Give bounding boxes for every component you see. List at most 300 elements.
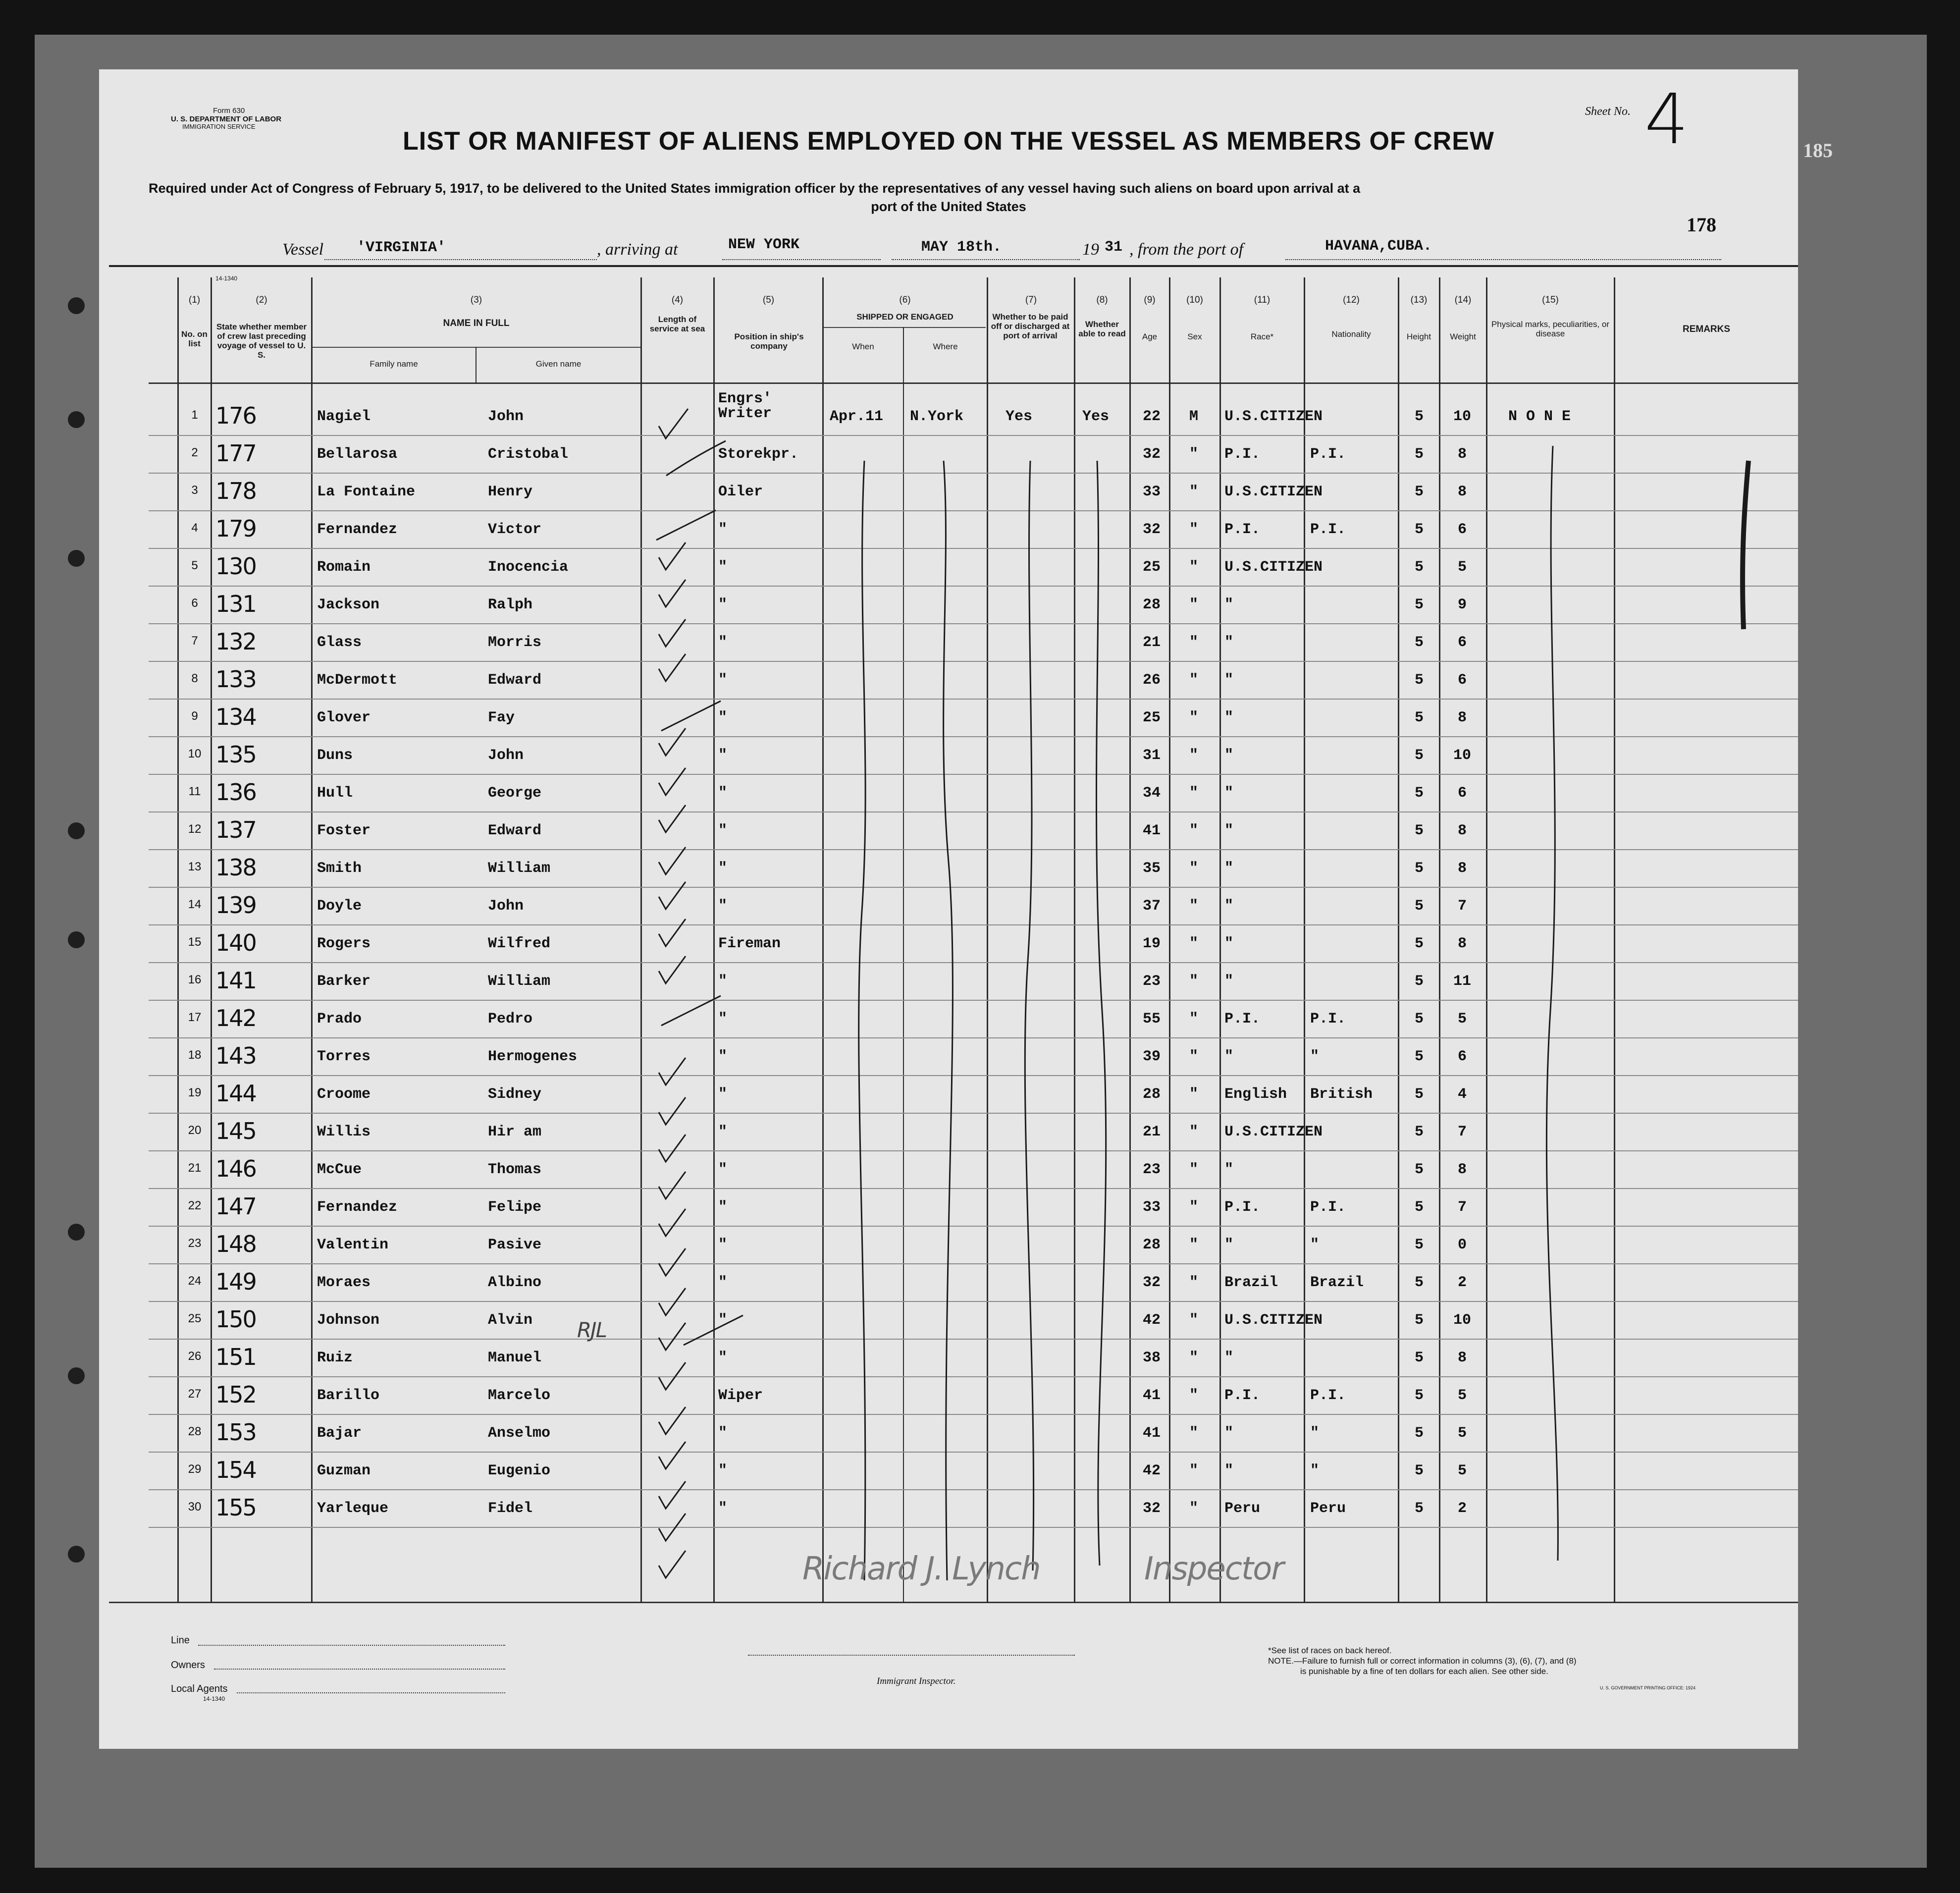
cell-given-name: Fidel — [488, 1500, 533, 1517]
col-num-9: (9) — [1144, 295, 1156, 305]
cell-weight: 5 — [1457, 1425, 1467, 1442]
cell-race: " — [1224, 747, 1234, 764]
cell-race: " — [1224, 785, 1234, 802]
cell-age: 41 — [1142, 1387, 1161, 1404]
cell-prior-voyage-number: 133 — [215, 666, 256, 693]
cell-prior-voyage-number: 131 — [215, 591, 256, 617]
cell-nationality: P.I. — [1310, 1011, 1346, 1028]
cell-race: P.I. — [1224, 1387, 1261, 1404]
cell-position: " — [718, 785, 728, 802]
cell-prior-voyage-number: 138 — [215, 854, 256, 881]
cell-age: 28 — [1142, 596, 1161, 613]
cell-physical-marks: N O N E — [1508, 408, 1571, 425]
arrival-port: NEW YORK — [728, 236, 800, 253]
cell-race: P.I. — [1224, 1199, 1261, 1216]
cell-list-number: 27 — [188, 1387, 202, 1401]
header-weight: Weight — [1450, 332, 1476, 341]
cell-race: " — [1224, 935, 1234, 952]
cell-family-name: Romain — [317, 559, 371, 576]
line-label: Line — [171, 1635, 190, 1646]
cell-list-number: 9 — [191, 709, 198, 723]
cell-nationality: P.I. — [1310, 1199, 1346, 1216]
cell-list-number: 5 — [191, 559, 198, 572]
cell-race: U.S.CITIZEN — [1224, 1312, 1323, 1329]
col-num-11: (11) — [1254, 295, 1271, 305]
header-paid-off: Whether to be paid off or discharged at port of arrival — [991, 312, 1070, 340]
cell-family-name: Prado — [317, 1011, 362, 1028]
cell-given-name: Edward — [488, 822, 542, 839]
cell-age: 28 — [1142, 1237, 1161, 1253]
cell-given-name: John — [488, 898, 524, 915]
cell-given-name: Hermogenes — [488, 1048, 578, 1065]
cell-height: 5 — [1414, 709, 1424, 726]
cell-age: 41 — [1142, 822, 1161, 839]
cell-race: " — [1224, 596, 1234, 613]
cell-sex: " — [1189, 1462, 1198, 1479]
cell-position: " — [718, 1199, 728, 1216]
cell-sex: " — [1189, 634, 1198, 651]
cell-sex: " — [1189, 484, 1198, 500]
cell-sex: " — [1189, 1350, 1198, 1366]
cell-prior-voyage-number: 154 — [215, 1457, 256, 1483]
cell-age: 42 — [1142, 1312, 1161, 1329]
cell-age: 31 — [1142, 747, 1161, 764]
cell-given-name: Thomas — [488, 1161, 542, 1178]
cell-sex: " — [1189, 1048, 1198, 1065]
col-num-3: (3) — [470, 295, 482, 305]
cell-list-number: 13 — [188, 860, 202, 873]
cell-weight: 5 — [1457, 1011, 1467, 1028]
cell-family-name: Bellarosa — [317, 446, 398, 463]
page-stamp-secondary: 178 — [1687, 214, 1716, 236]
cell-family-name: Willis — [317, 1124, 371, 1140]
cell-given-name: Morris — [488, 634, 542, 651]
cell-height: 5 — [1414, 1048, 1424, 1065]
cell-prior-voyage-number: 134 — [215, 703, 256, 730]
cell-prior-voyage-number: 149 — [215, 1268, 256, 1295]
cell-list-number: 11 — [188, 785, 201, 798]
cell-race: " — [1224, 1350, 1234, 1366]
cell-weight: 5 — [1457, 559, 1467, 576]
col-num-12: (12) — [1343, 295, 1360, 305]
cell-sex: " — [1189, 898, 1198, 915]
cell-family-name: Jackson — [317, 596, 380, 613]
cell-position: " — [718, 1048, 728, 1065]
cell-prior-voyage-number: 178 — [215, 478, 256, 504]
cell-list-number: 25 — [188, 1312, 202, 1325]
cell-sex: " — [1189, 822, 1198, 839]
agents-fill — [237, 1692, 505, 1693]
cell-position: " — [718, 521, 728, 538]
cell-height: 5 — [1414, 1011, 1424, 1028]
cell-race: Brazil — [1224, 1274, 1278, 1291]
printing-office: U. S. GOVERNMENT PRINTING OFFICE: 1924 — [1600, 1685, 1695, 1690]
col-num-6: (6) — [899, 295, 911, 305]
cell-position: " — [718, 1425, 728, 1442]
cell-race: " — [1224, 634, 1234, 651]
departure-port: HAVANA,CUBA. — [1325, 238, 1432, 255]
cell-prior-voyage-number: 132 — [215, 628, 256, 655]
col-num-1: (1) — [188, 295, 201, 305]
cell-nationality: P.I. — [1310, 521, 1346, 538]
handwritten-marks — [99, 69, 1798, 1749]
cell-age: 23 — [1142, 973, 1161, 990]
cell-weight: 7 — [1457, 1199, 1467, 1216]
cell-prior-voyage-number: 151 — [215, 1344, 256, 1370]
cell-race: P.I. — [1224, 521, 1261, 538]
cell-weight: 10 — [1453, 408, 1471, 425]
cell-given-name: Ralph — [488, 596, 533, 613]
cell-list-number: 22 — [188, 1199, 202, 1212]
cell-prior-voyage-number: 139 — [215, 892, 256, 919]
cell-position: " — [718, 1312, 728, 1329]
cell-prior-voyage-number: 148 — [215, 1231, 256, 1257]
cell-weight: 9 — [1457, 596, 1467, 613]
cell-family-name: Croome — [317, 1086, 371, 1103]
cell-family-name: Smith — [317, 860, 362, 877]
cell-family-name: Nagiel — [317, 408, 371, 425]
cell-sex: " — [1189, 935, 1198, 952]
cell-race: Peru — [1224, 1500, 1261, 1517]
cell-given-name: Alvin — [488, 1312, 533, 1329]
header-shipped-engaged: SHIPPED OR ENGAGED — [856, 312, 954, 322]
cell-height: 5 — [1414, 1500, 1424, 1517]
cell-nationality: P.I. — [1310, 446, 1346, 463]
form-code: 14-1340 — [215, 275, 238, 282]
cell-age: 33 — [1142, 484, 1161, 500]
cell-family-name: Duns — [317, 747, 353, 764]
cell-prior-voyage-number: 177 — [215, 440, 256, 467]
cell-race: " — [1224, 1048, 1234, 1065]
cell-given-name: Anselmo — [488, 1425, 551, 1442]
binder-hole — [68, 411, 85, 428]
header-given-name: Given name — [535, 359, 582, 369]
cell-prior-voyage-number: 153 — [215, 1419, 256, 1446]
page-stamp: 185 — [1803, 139, 1833, 162]
cell-weight: 6 — [1457, 521, 1467, 538]
cell-prior-voyage-number: 176 — [215, 402, 256, 429]
cell-sex: " — [1189, 1011, 1198, 1028]
cell-prior-voyage-number: 145 — [215, 1118, 256, 1144]
cell-position: " — [718, 747, 728, 764]
cell-family-name: La Fontaine — [317, 484, 416, 500]
cell-sex: " — [1189, 1199, 1198, 1216]
cell-sex: " — [1189, 709, 1198, 726]
cell-height: 5 — [1414, 1199, 1424, 1216]
cell-weight: 11 — [1453, 973, 1471, 990]
cell-prior-voyage-number: 144 — [215, 1080, 256, 1107]
cell-family-name: Barillo — [317, 1387, 380, 1404]
cell-given-name: Eugenio — [488, 1462, 551, 1479]
cell-age: 41 — [1142, 1425, 1161, 1442]
cell-sex: " — [1189, 973, 1198, 990]
cell-race: " — [1224, 822, 1234, 839]
penalty-note-1: NOTE.—Failure to furnish full or correct information in columns (3), (6), (7), and (8) — [1268, 1656, 1577, 1666]
cell-list-number: 26 — [188, 1350, 202, 1363]
binder-hole — [68, 1546, 85, 1563]
cell-nationality: " — [1310, 1425, 1320, 1442]
cell-weight: 2 — [1457, 1274, 1467, 1291]
cell-weight: 10 — [1453, 747, 1471, 764]
cell-position: " — [718, 672, 728, 689]
cell-family-name: Fernandez — [317, 521, 398, 538]
cell-given-name: Victor — [488, 521, 542, 538]
header-family-name: Family name — [370, 359, 418, 369]
cell-height: 5 — [1414, 446, 1424, 463]
cell-paid-off: Yes — [1006, 408, 1033, 425]
cell-list-number: 28 — [188, 1425, 202, 1438]
cell-race: P.I. — [1224, 1011, 1261, 1028]
vessel-label: Vessel — [282, 240, 324, 259]
cell-height: 5 — [1414, 860, 1424, 877]
cell-position: Wiper — [718, 1387, 763, 1404]
cell-position: " — [718, 634, 728, 651]
cell-position: " — [718, 973, 728, 990]
cell-weight: 2 — [1457, 1500, 1467, 1517]
from-label: , from the port of — [1129, 240, 1244, 259]
col-num-5: (5) — [762, 295, 775, 305]
cell-weight: 5 — [1457, 1462, 1467, 1479]
cell-age: 32 — [1142, 1500, 1161, 1517]
cell-given-name: William — [488, 973, 551, 990]
cell-list-number: 1 — [191, 408, 198, 422]
cell-prior-voyage-number: 130 — [215, 553, 256, 580]
cell-position: " — [718, 709, 728, 726]
cell-weight: 8 — [1457, 822, 1467, 839]
cell-prior-voyage-number: 155 — [215, 1494, 256, 1521]
cell-position: " — [718, 860, 728, 877]
cell-family-name: Fernandez — [317, 1199, 398, 1216]
cell-weight: 7 — [1457, 1124, 1467, 1140]
inspector-caption: Immigrant Inspector. — [877, 1676, 956, 1686]
cell-sex: " — [1189, 559, 1198, 576]
cell-race: " — [1224, 898, 1234, 915]
cell-list-number: 6 — [191, 596, 198, 610]
cell-prior-voyage-number: 146 — [215, 1155, 256, 1182]
cell-family-name: McDermott — [317, 672, 398, 689]
cell-prior-voyage-number: 142 — [215, 1005, 256, 1031]
cell-height: 5 — [1414, 596, 1424, 613]
sheet-number: 4 — [1644, 79, 1688, 160]
cell-given-name: Cristobal — [488, 446, 569, 463]
cell-list-number: 10 — [188, 747, 202, 760]
cell-list-number: 4 — [191, 521, 198, 535]
cell-race: " — [1224, 1462, 1234, 1479]
cell-list-number: 3 — [191, 484, 198, 497]
col-num-7: (7) — [1025, 295, 1037, 305]
header-race: Race* — [1250, 332, 1274, 341]
cell-position: " — [718, 1011, 728, 1028]
cell-list-number: 7 — [191, 634, 198, 648]
cell-race: P.I. — [1224, 446, 1261, 463]
col-num-8: (8) — [1096, 295, 1108, 305]
cell-family-name: Torres — [317, 1048, 371, 1065]
penalty-note-2: is punishable by a fine of ten dollars for each alien. See other side. — [1300, 1667, 1548, 1676]
cell-sex: " — [1189, 1387, 1198, 1404]
cell-given-name: John — [488, 747, 524, 764]
cell-sex: " — [1189, 1274, 1198, 1291]
cell-age: 39 — [1142, 1048, 1161, 1065]
cell-weight: 8 — [1457, 1161, 1467, 1178]
cell-list-number: 12 — [188, 822, 202, 836]
owners-label: Owners — [171, 1660, 205, 1671]
cell-position: " — [718, 822, 728, 839]
cell-height: 5 — [1414, 1161, 1424, 1178]
cell-sex: " — [1189, 1086, 1198, 1103]
service-name: IMMIGRATION SERVICE — [182, 123, 256, 130]
cell-given-name: Inocencia — [488, 559, 569, 576]
cell-family-name: Johnson — [317, 1312, 380, 1329]
cell-height: 5 — [1414, 521, 1424, 538]
cell-list-number: 18 — [188, 1048, 202, 1062]
cell-weight: 8 — [1457, 935, 1467, 952]
cell-given-name: Albino — [488, 1274, 542, 1291]
cell-list-number: 23 — [188, 1237, 202, 1250]
cell-weight: 10 — [1453, 1312, 1471, 1329]
year-suffix: 31 — [1105, 239, 1123, 256]
col-num-4: (4) — [671, 295, 684, 305]
cell-height: 5 — [1414, 747, 1424, 764]
cell-family-name: Glover — [317, 709, 371, 726]
cell-prior-voyage-number: 152 — [215, 1381, 256, 1408]
cell-age: 26 — [1142, 672, 1161, 689]
manifest-sheet — [99, 69, 1833, 1749]
col-num-13: (13) — [1410, 295, 1428, 305]
cell-sex: M — [1189, 408, 1198, 425]
cell-weight: 8 — [1457, 1350, 1467, 1366]
cell-race: " — [1224, 860, 1234, 877]
arriving-label: , arriving at — [597, 240, 678, 259]
cell-nationality: " — [1310, 1048, 1320, 1065]
cell-height: 5 — [1414, 898, 1424, 915]
cell-race: " — [1224, 1425, 1234, 1442]
cell-prior-voyage-number: 150 — [215, 1306, 256, 1333]
col-num-14: (14) — [1454, 295, 1472, 305]
cell-weight: 5 — [1457, 1387, 1467, 1404]
cell-weight: 4 — [1457, 1086, 1467, 1103]
cell-list-number: 19 — [188, 1086, 202, 1099]
cell-prior-voyage-number: 141 — [215, 967, 256, 994]
cell-list-number: 29 — [188, 1462, 202, 1476]
cell-age: 32 — [1142, 446, 1161, 463]
cell-race: U.S.CITIZEN — [1224, 1124, 1323, 1140]
header-position: Position in ship's company — [734, 332, 804, 351]
cell-age: 19 — [1142, 935, 1161, 952]
cell-race: " — [1224, 672, 1234, 689]
cell-list-number: 30 — [188, 1500, 202, 1514]
cell-age: 34 — [1142, 785, 1161, 802]
cell-position: " — [718, 1086, 728, 1103]
binder-hole — [68, 1367, 85, 1384]
header-able-to-read: Whether able to read — [1078, 320, 1126, 338]
cell-sex: " — [1189, 860, 1198, 877]
cell-weight: 8 — [1457, 484, 1467, 500]
cell-position: " — [718, 559, 728, 576]
cell-prior-voyage-number: 179 — [215, 515, 256, 542]
header-name-in-full: NAME IN FULL — [443, 318, 510, 328]
binder-hole — [68, 297, 85, 314]
header-sex: Sex — [1187, 332, 1202, 341]
binder-hole — [68, 1224, 85, 1241]
cell-list-number: 24 — [188, 1274, 202, 1288]
cell-family-name: Guzman — [317, 1462, 371, 1479]
cell-sex: " — [1189, 672, 1198, 689]
header-remarks: REMARKS — [1682, 324, 1731, 334]
cell-position: Oiler — [718, 484, 763, 500]
cell-shipped-when: Apr.11 — [830, 408, 884, 425]
cell-age: 33 — [1142, 1199, 1161, 1216]
cell-height: 5 — [1414, 408, 1424, 425]
cell-given-name: Marcelo — [488, 1387, 551, 1404]
owners-fill — [214, 1669, 505, 1670]
cell-family-name: Rogers — [317, 935, 371, 952]
cell-sex: " — [1189, 1237, 1198, 1253]
cell-nationality: British — [1310, 1086, 1373, 1103]
cell-height: 5 — [1414, 1387, 1424, 1404]
header-where: Where — [933, 342, 958, 351]
cell-age: 32 — [1142, 521, 1161, 538]
cell-position: " — [718, 1462, 728, 1479]
cell-sex: " — [1189, 1161, 1198, 1178]
cell-given-name: Edward — [488, 672, 542, 689]
cell-family-name: McCue — [317, 1161, 362, 1178]
cell-prior-voyage-number: 143 — [215, 1042, 256, 1069]
cell-given-name: George — [488, 785, 542, 802]
cell-age: 25 — [1142, 709, 1161, 726]
cell-age: 55 — [1142, 1011, 1161, 1028]
cell-height: 5 — [1414, 822, 1424, 839]
cell-sex: " — [1189, 596, 1198, 613]
cell-age: 21 — [1142, 1124, 1161, 1140]
year-prefix: 19 — [1082, 240, 1099, 259]
header-no-on-list: No. on list — [181, 329, 208, 348]
cell-sex: " — [1189, 521, 1198, 538]
cell-given-name: William — [488, 860, 551, 877]
cell-position: Storekpr. — [718, 446, 799, 463]
cell-position: " — [718, 596, 728, 613]
cell-weight: 6 — [1457, 634, 1467, 651]
cell-position: Engrs' Writer — [718, 390, 772, 422]
cell-sex: " — [1189, 1500, 1198, 1517]
col-num-15: (15) — [1542, 295, 1559, 305]
cell-able-to-read: Yes — [1082, 408, 1110, 425]
cell-weight: 8 — [1457, 446, 1467, 463]
header-state-whether: State whether member of crew last preceding voyage of vessel to U. S. — [216, 322, 307, 360]
cell-height: 5 — [1414, 973, 1424, 990]
agents-label: Local Agents — [171, 1683, 228, 1694]
header-length-of-service: Length of service at sea — [649, 315, 705, 333]
cell-given-name: Felipe — [488, 1199, 542, 1216]
cell-weight: 6 — [1457, 785, 1467, 802]
cell-family-name: Yarleque — [317, 1500, 389, 1517]
cell-list-number: 20 — [188, 1124, 202, 1137]
cell-height: 5 — [1414, 559, 1424, 576]
form-subtitle-line2: port of the United States — [871, 199, 1026, 214]
cell-given-name: Henry — [488, 484, 533, 500]
cell-age: 37 — [1142, 898, 1161, 915]
header-height: Height — [1406, 332, 1431, 341]
cell-race: English — [1224, 1086, 1287, 1103]
cell-nationality: Brazil — [1310, 1274, 1364, 1291]
cell-height: 5 — [1414, 785, 1424, 802]
cell-age: 21 — [1142, 634, 1161, 651]
cell-age: 38 — [1142, 1350, 1161, 1366]
cell-sex: " — [1189, 1124, 1198, 1140]
cell-family-name: Doyle — [317, 898, 362, 915]
cell-given-name: Pasive — [488, 1237, 542, 1253]
cell-height: 5 — [1414, 1462, 1424, 1479]
cell-height: 5 — [1414, 1350, 1424, 1366]
